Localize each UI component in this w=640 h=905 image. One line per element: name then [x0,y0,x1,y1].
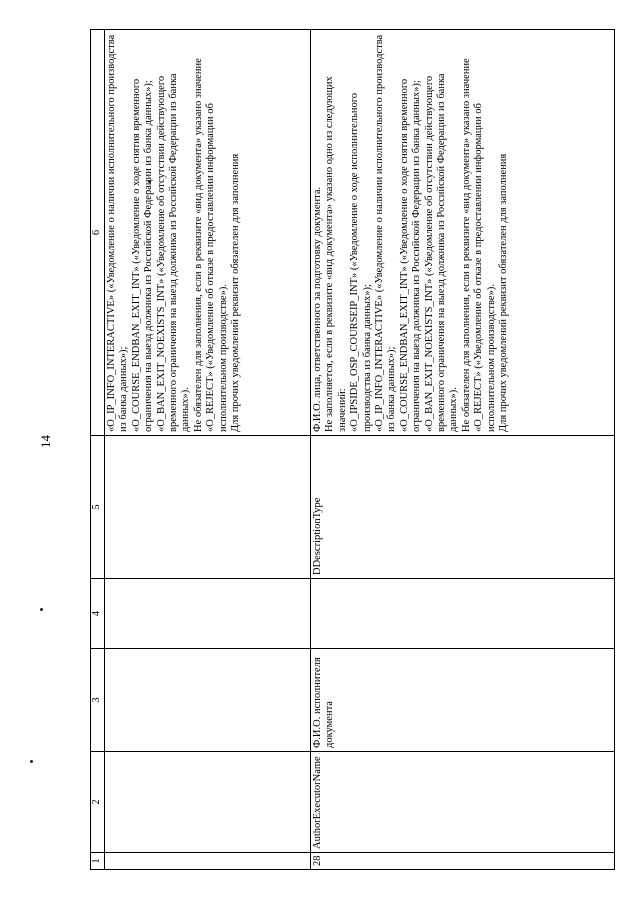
notes-line: «O_COURSE_ENDBAN_EXIT_INT» («Уведомление о ходе снятия временного ограничения на выезд должника из Российской Федерации из банка данных»); [398,78,423,432]
notes-line: Для прочих уведомлений реквизит обязателен для заполнения [230,153,242,432]
element-type: DDescriptionType [311,436,615,579]
header-cell: 3 [91,649,105,752]
notes-cell [105,30,311,436]
header-cell: 5 [91,436,105,579]
scan-speck [40,608,43,611]
notes-line: «O_IP_INFO_INTERACTIVE» («Уведомление о наличии исполнительного производства из банка данных»); [374,34,398,432]
element-name [105,752,311,853]
element-description [105,649,311,752]
header-cell: 1 [91,853,105,870]
notes-line: «O_IPSIDE_OSP_COURSEIP_INT» («Уведомление о ходе исполнительного производства из банка данных»); [349,93,373,432]
page-number: 14 [38,435,53,448]
scan-speck [30,760,33,763]
notes-line: «O_BAN_EXIT_NOEXISTS_INT» («Уведомление об отсутствии действующего временного ограничения на выезд должника из Российской Федерации из банка данных»). [423,73,460,432]
table-row [105,30,311,870]
header-row [91,30,105,870]
row-number [105,853,311,870]
notes-line: Ф.И.О. лица, ответственного за подготовку документа. [312,186,323,432]
header-cell: 4 [91,579,105,649]
element-description: Ф.И.О. исполнителя документа [311,649,615,752]
notes-line: Не заполняется, если в реквизите «вид документа» указано одно из следующих значений: [324,76,348,432]
col4-cell [105,579,311,649]
notes-line: «O_BAN_EXIT_NOEXISTS_INT» («Уведомление об отсутствии действующего временного ограничения на выезд должника из Российской Федерации из банка данных»). [155,73,192,432]
notes-line: Не обязателен для заполнения, если в реквизите «вид документа» указано значение «O_REJECT» («Уведомление об отказе в предоставлении информации об исполнительном производстве»). [192,58,229,432]
table-row [311,30,615,870]
notes-cell [311,30,615,436]
header-cell: 6 [91,30,105,436]
notes-line: Не обязателен для заполнения, если в реквизите «вид документа» указано значение «O_REJECT» («Уведомление об отказе в предоставлении информации об исполнительном производстве»). [460,58,497,432]
col4-cell [311,579,615,649]
row-number: 28 [311,853,615,870]
rotated-table-wrapper [90,30,615,870]
header-cell: 2 [91,752,105,853]
notes-line: «O_IP_INFO_INTERACTIVE» («Уведомление о наличии исполнительного производства из банка данных»); [106,34,130,432]
element-type [105,436,311,579]
requisites-table [90,29,615,870]
notes-line: Для прочих уведомлений реквизит обязателен для заполнения [498,153,510,432]
element-name: AuthorExecutorName [311,752,615,853]
notes-line: «O_COURSE_ENDBAN_EXIT_INT» («Уведомление о ходе снятия временного ограничения на выезд должника из Российской Федерации из банка данных»); [130,78,155,432]
